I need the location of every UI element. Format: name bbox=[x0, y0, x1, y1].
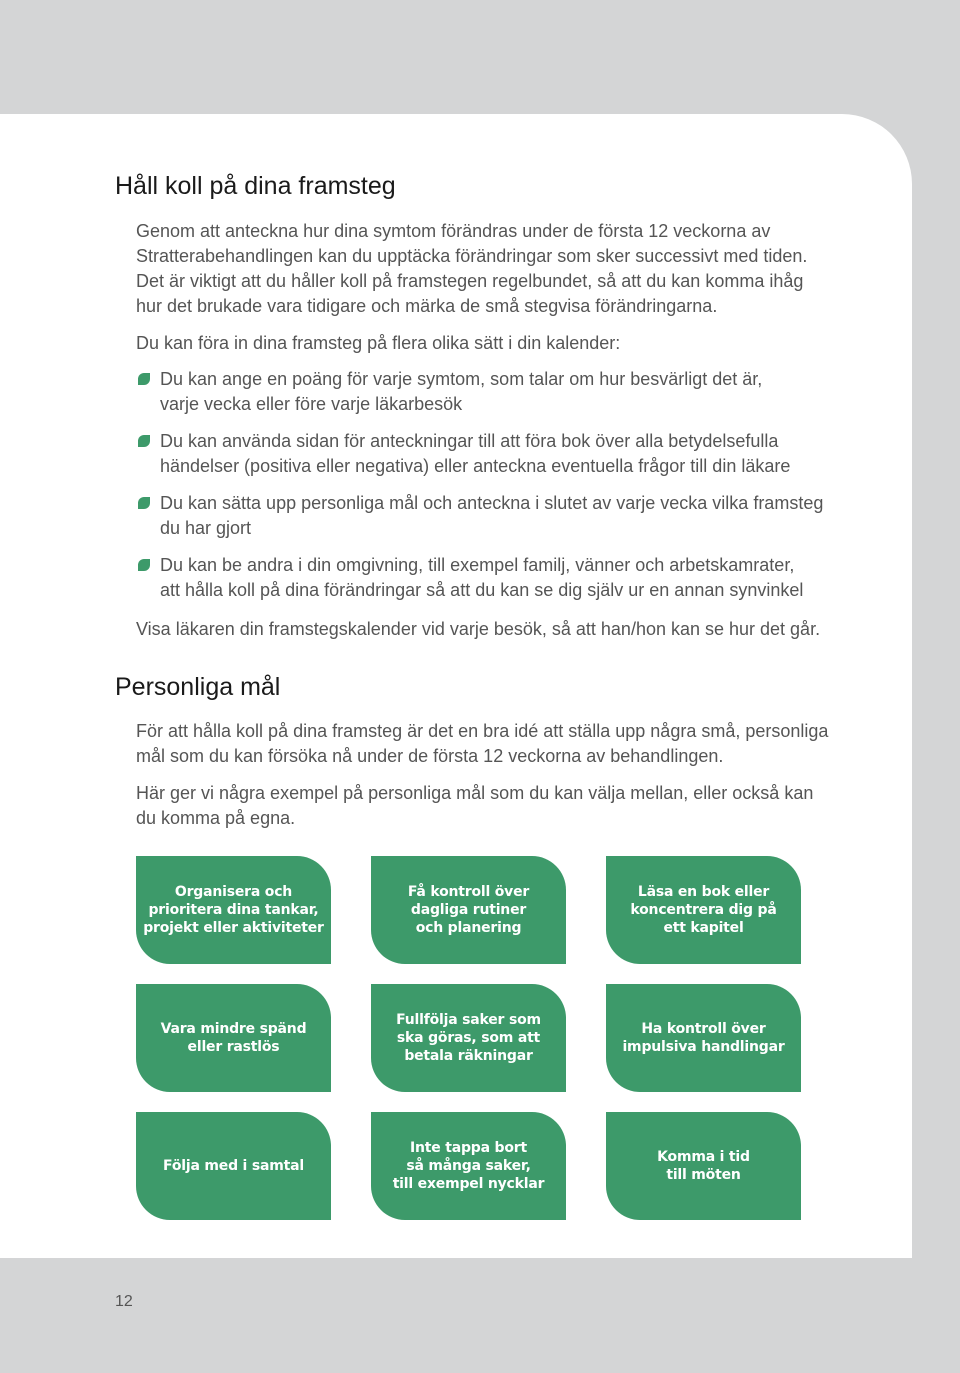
goal-box bbox=[136, 856, 331, 964]
list-item bbox=[136, 553, 823, 603]
intro-line: hur det brukade vara tidigare och märka de små stegvisa förändringarna. bbox=[136, 296, 718, 316]
list-item-line: Du kan sätta upp personliga mål och anteckna i slutet av varje vecka vilka framsteg bbox=[160, 493, 824, 513]
list-item-line: varje vecka eller före varje läkarbesök bbox=[160, 394, 463, 414]
goal-label: Inte tappa bort så många saker, till exempel nycklar bbox=[392, 1140, 545, 1192]
intro-line: Genom att anteckna hur dina symtom förändras under de första 12 veckorna av bbox=[136, 221, 771, 241]
bullet-icon bbox=[138, 373, 150, 385]
section-heading-goals: Personliga mål bbox=[115, 673, 281, 701]
list-item-line: du har gjort bbox=[160, 518, 252, 538]
progress-methods-list bbox=[136, 367, 823, 615]
goal-label: Ha kontroll över impulsiva handlingar bbox=[622, 1021, 785, 1055]
list-item bbox=[136, 429, 823, 479]
goal-box bbox=[371, 1112, 566, 1220]
goal-label: Vara mindre spänd eller rastlös bbox=[160, 1021, 307, 1055]
goal-label: Fullfölja saker som ska göras, som att betala räkningar bbox=[396, 1012, 541, 1064]
list-item bbox=[136, 491, 823, 541]
goals-para-line: mål som du kan försöka nå under de första 12 veckorna av behandlingen. bbox=[136, 746, 724, 766]
goal-box bbox=[606, 1112, 801, 1220]
goal-label: Organisera och prioritera dina tankar, projekt eller aktiviteter bbox=[143, 884, 324, 936]
goal-box bbox=[136, 984, 331, 1092]
goal-label: Läsa en bok eller koncentrera dig på ett kapitel bbox=[630, 884, 777, 936]
goals-para-line: Här ger vi några exempel på personliga mål som du kan välja mellan, eller också kan bbox=[136, 783, 814, 803]
lead-text: Du kan föra in dina framsteg på flera olika sätt i din kalender: bbox=[136, 333, 621, 353]
list-item-line: Du kan be andra i din omgivning, till exempel familj, vänner och arbetskamrater, bbox=[160, 555, 795, 575]
goals-para-line: För att hålla koll på dina framsteg är det en bra idé att ställa upp några små, personliga bbox=[136, 721, 829, 741]
intro-line: Det är viktigt att du håller koll på framstegen regelbundet, så att du kan komma ihåg bbox=[136, 271, 804, 291]
bullet-icon bbox=[138, 435, 150, 447]
goal-label: Följa med i samtal bbox=[163, 1158, 304, 1174]
section-heading-progress: Håll koll på dina framsteg bbox=[115, 172, 396, 200]
goal-box bbox=[606, 856, 801, 964]
list-item-line: Du kan ange en poäng för varje symtom, som talar om hur besvärligt det är, bbox=[160, 369, 763, 389]
page-number: 12 bbox=[115, 1293, 133, 1310]
intro-line: Stratterabehandlingen kan du upptäcka förändringar som sker successivt med tiden. bbox=[136, 246, 808, 266]
bullet-icon bbox=[138, 497, 150, 509]
goals-para-line: du komma på egna. bbox=[136, 808, 296, 828]
list-item bbox=[136, 367, 823, 417]
goal-box bbox=[136, 1112, 331, 1220]
list-item-line: att hålla koll på dina förändringar så att du kan se dig själv ur en annan synvinkel bbox=[160, 580, 804, 600]
goal-box bbox=[371, 856, 566, 964]
goal-box bbox=[371, 984, 566, 1092]
bullet-icon bbox=[138, 559, 150, 571]
closing-text: Visa läkaren din framstegskalender vid varje besök, så att han/hon kan se hur det går. bbox=[136, 619, 821, 639]
list-item-line: Du kan använda sidan för anteckningar till att föra bok över alla betydelsefulla bbox=[160, 431, 779, 451]
goal-label: Få kontroll över dagliga rutiner och planering bbox=[407, 884, 530, 936]
goal-label: Komma i tid till möten bbox=[657, 1149, 750, 1183]
list-item-line: händelser (positiva eller negativa) eller anteckna eventuella frågor till din läkare bbox=[160, 456, 791, 476]
goal-box bbox=[606, 984, 801, 1092]
